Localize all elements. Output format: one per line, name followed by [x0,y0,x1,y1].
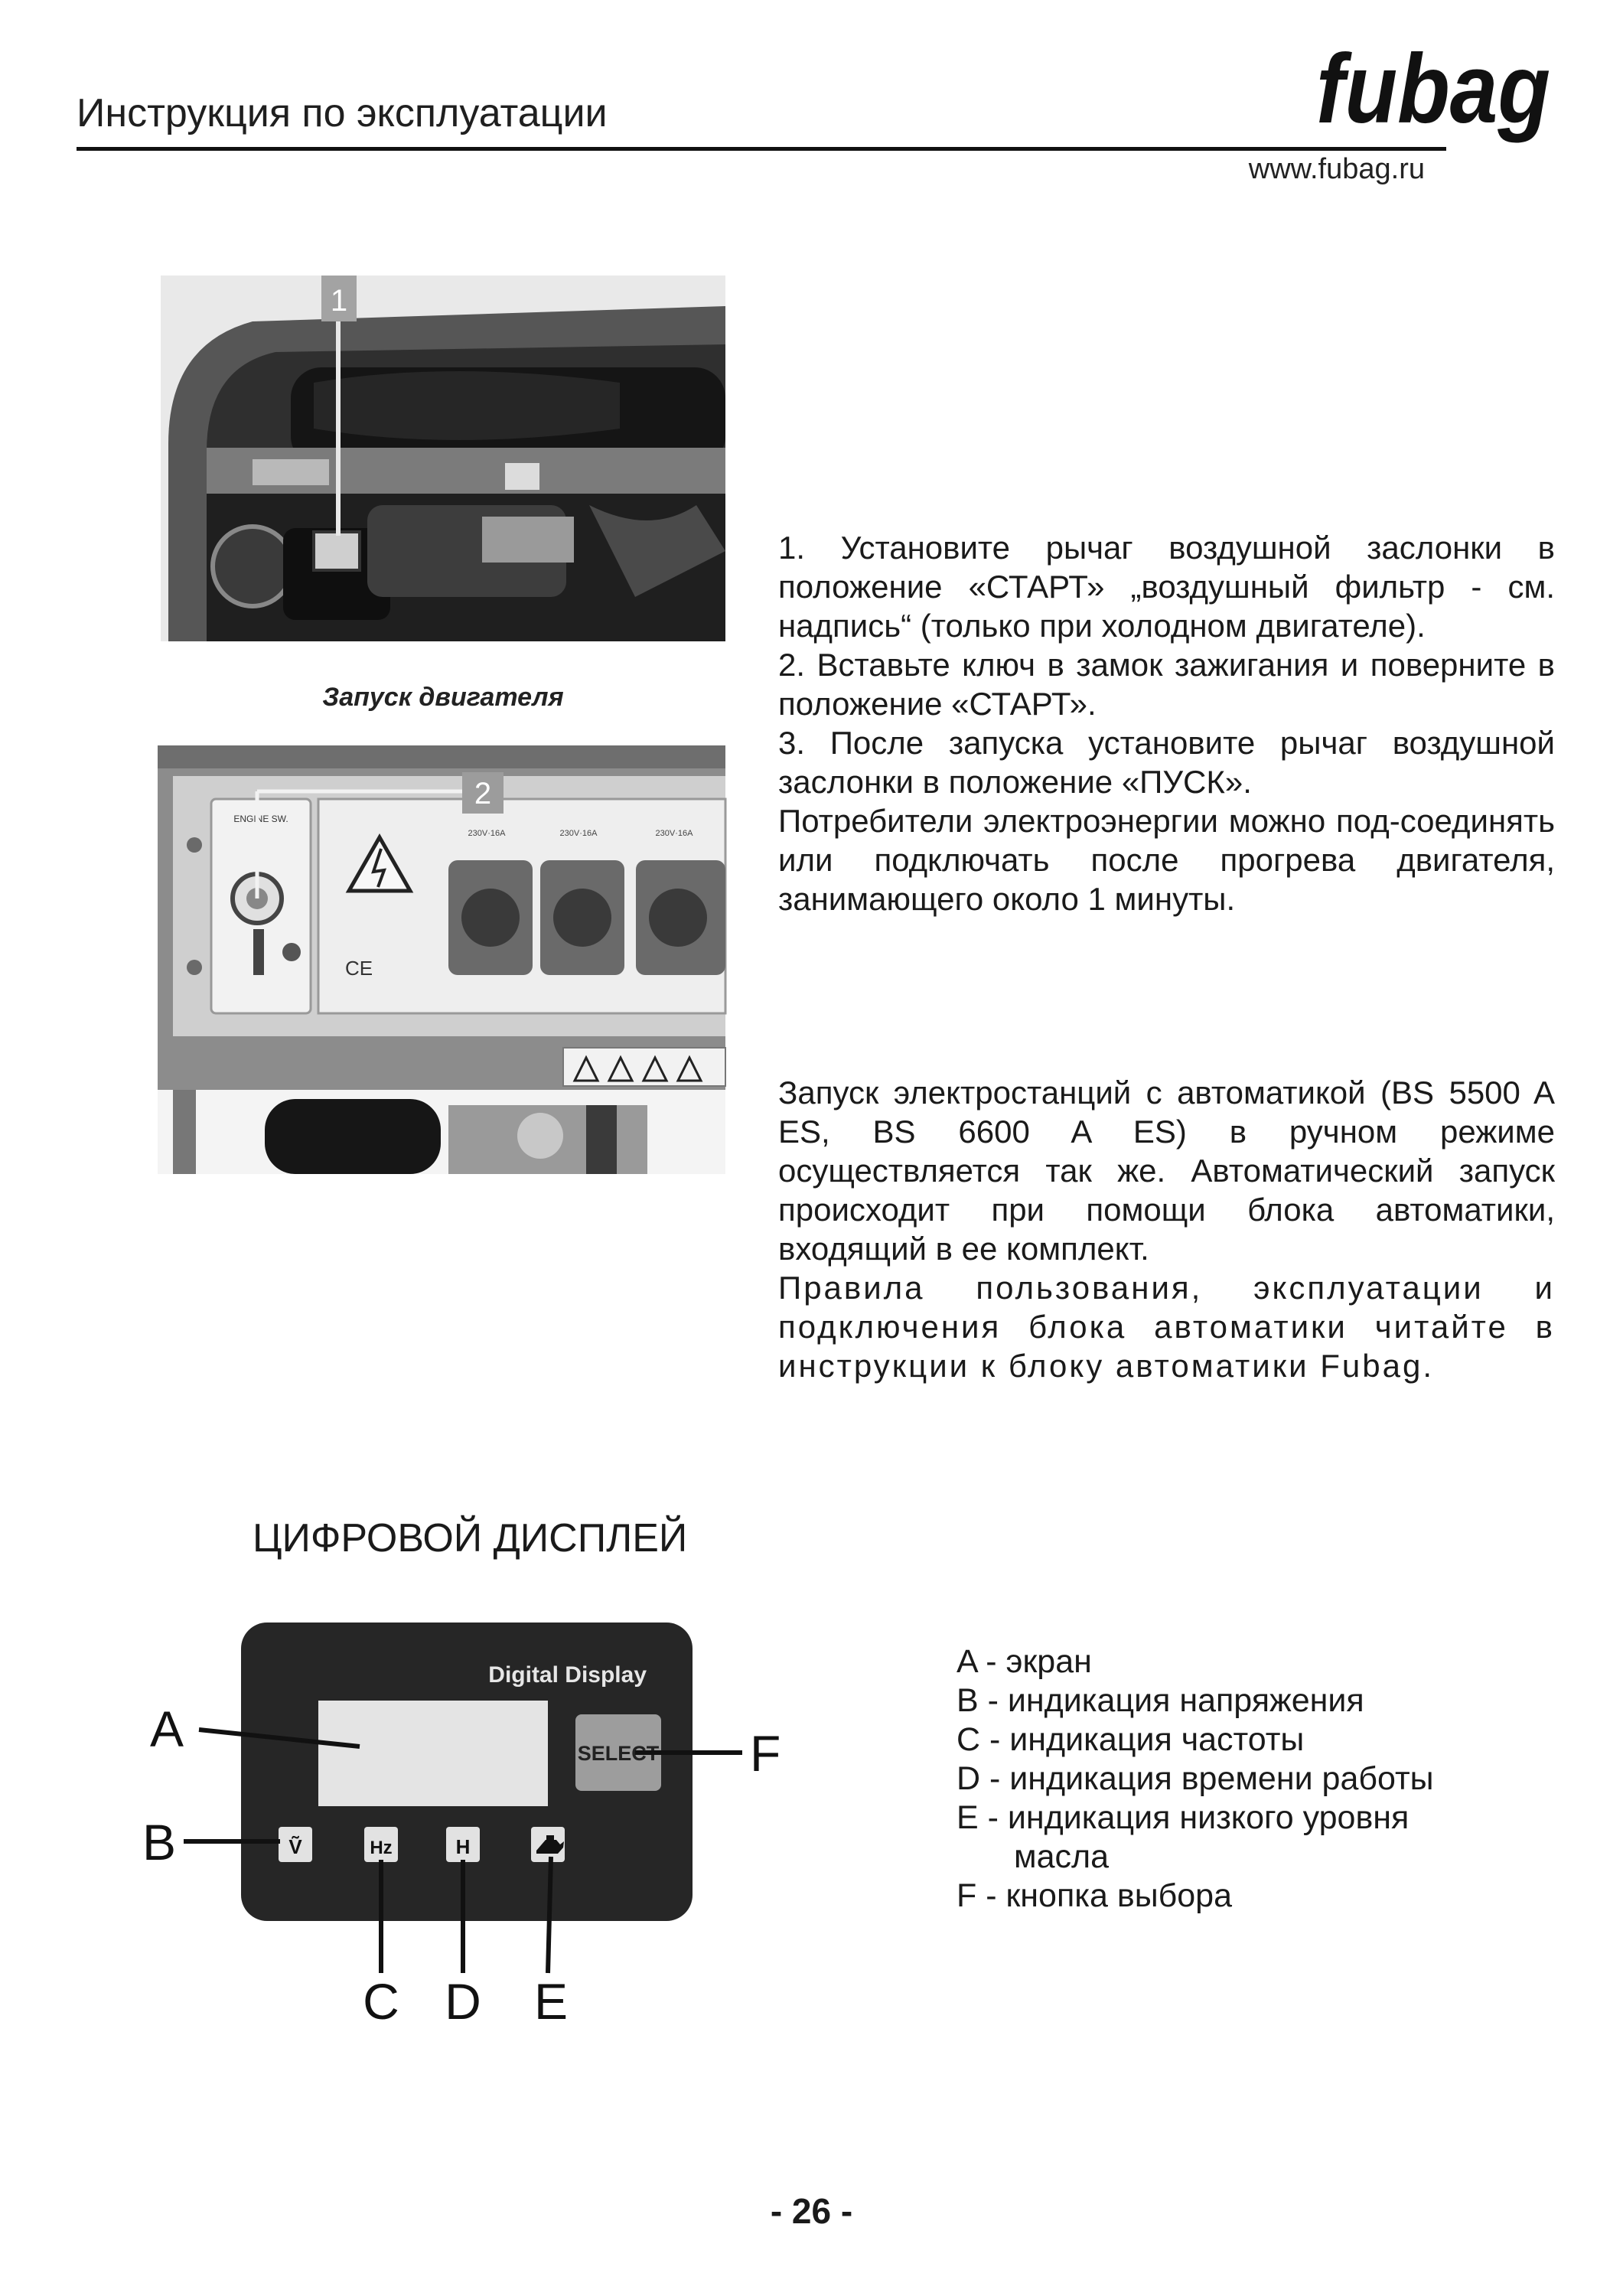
legend-item-c: C - индикация частоты [957,1721,1305,1758]
page-number: - 26 - [770,2191,853,2231]
automatic-paragraph-2: Правила пользования, эксплуатации и подключения блока автоматики читайте в инструкции к блоку автоматики Fubag. [778,1270,1555,1384]
svg-text:230V·16A: 230V·16A [655,829,693,838]
callout-f: F [750,1725,781,1782]
legend-item-e: E - индикация низкого уровня [957,1799,1410,1836]
automatic-paragraph-1: Запуск электростанций с автоматикой (BS 5500 A ES, BS 6600 A ES) в ручном режиме осуществляется так же. Автоматический запуск происходит при помощи блока автоматики, входящий в ее комплект. [778,1075,1555,1267]
legend-item-e-continued: масла [1014,1838,1109,1875]
website-url: www.fubag.ru [1248,153,1425,185]
panel-label: Digital Display [488,1662,647,1688]
legend-item-f: F - кнопка выбора [957,1877,1232,1914]
photo-caption: Запуск двигателя [322,683,564,712]
engine-photo [161,276,725,641]
display-screen [318,1701,548,1806]
svg-text:CE: CE [345,957,373,980]
instruction-note: Потребители электроэнергии можно под-соединять или подключать после прогрева двигателя, занимающего около 1 минуты. [778,803,1555,917]
frequency-indicator-label: Hz [370,1838,393,1858]
start-instructions [778,528,1555,918]
hours-indicator-label: H [455,1835,471,1858]
svg-text:230V·16A: 230V·16A [559,829,598,838]
photo2-marker: 2 [474,777,492,810]
control-panel-photo [158,745,725,1174]
instruction-step-2: 2. Вставьте ключ в замок зажигания и поверните в положение «СТАРТ». [778,647,1555,722]
svg-text:ENGINE SW.: ENGINE SW. [233,814,288,824]
fubag-logo [1310,32,1555,162]
legend-item-a: A - экран [957,1643,1092,1680]
display-legend [957,1642,1434,1916]
digital-display-diagram [138,1615,857,2028]
instruction-step-1: 1. Установите рычаг воздушной заслонки в положение «СТАРТ» „воздушный фильтр - см. надпись“ (только при холодном двигателе). [778,530,1555,644]
voltage-indicator-label: Ṽ [288,1835,302,1858]
callout-c: C [363,1973,399,2030]
document-title: Инструкция по эксплуатации [77,91,608,135]
header-divider [77,147,1446,151]
automatic-start-text [778,1073,1555,1385]
instruction-step-3: 3. После запуска установите рычаг воздушной заслонки в положение «ПУСК». [778,725,1555,800]
logo-text: fubag [1316,34,1550,144]
photo1-marker: 1 [330,284,348,318]
legend-item-d: D - индикация времени работы [957,1760,1434,1797]
legend-item-b: B - индикация напряжения [957,1682,1364,1719]
callout-e: E [533,1973,569,2030]
callout-d: D [445,1973,481,2030]
svg-text:230V·16A: 230V·16A [468,829,506,838]
digital-display-heading: ЦИФРОВОЙ ДИСПЛЕЙ [253,1516,688,1561]
select-button-label: SELECT [577,1742,660,1765]
callout-b: B [142,1814,177,1870]
callout-a: A [150,1701,184,1757]
